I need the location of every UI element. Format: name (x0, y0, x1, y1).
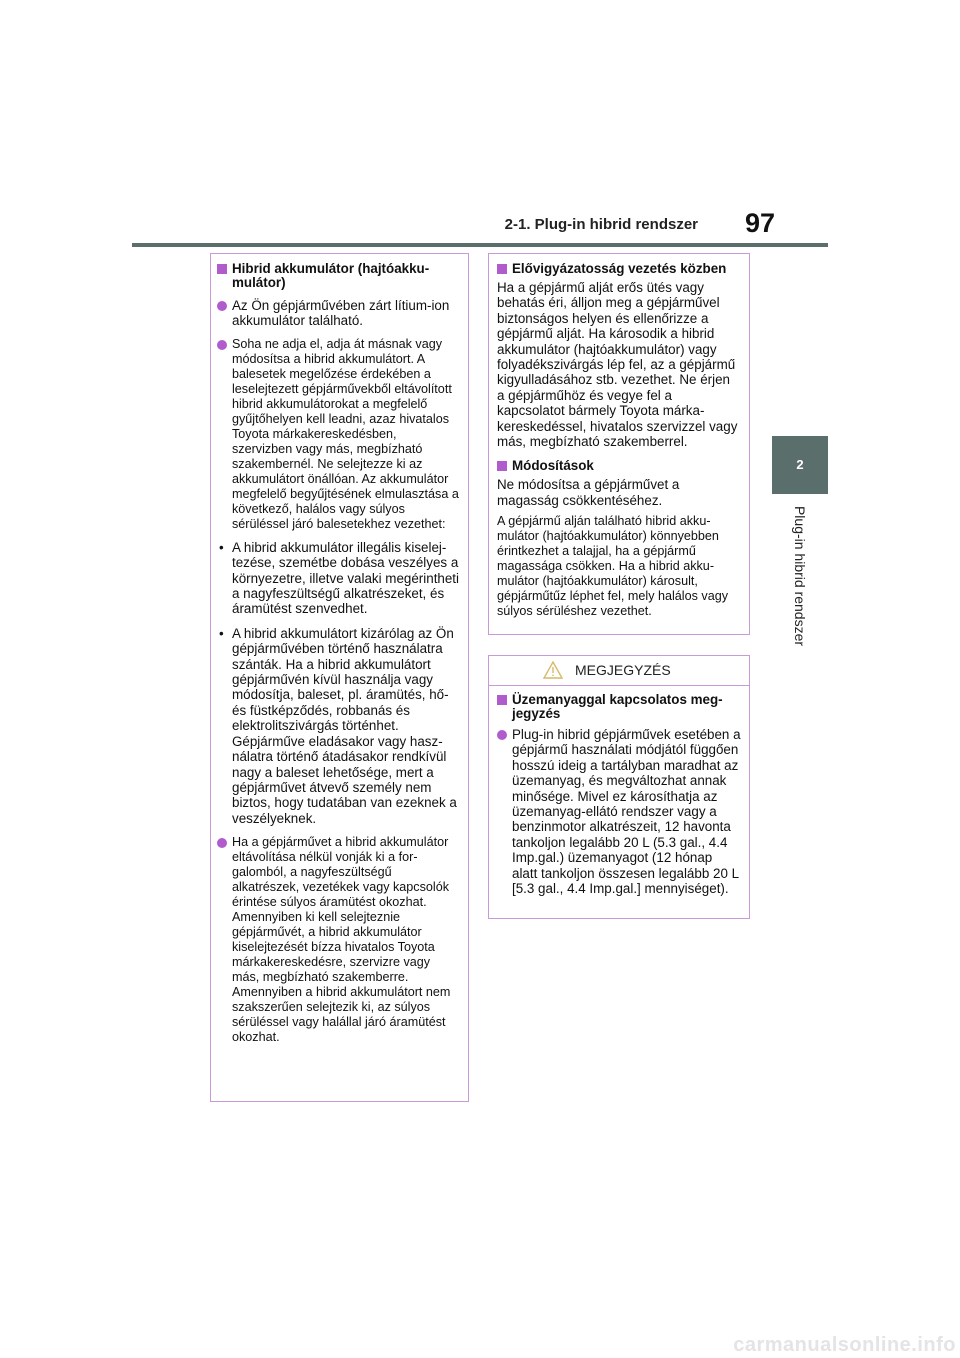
section-heading (497, 262, 741, 276)
heading-text: Hibrid akkumulátor (hajtóakkumulátor) (232, 261, 430, 290)
bullet-dot-icon: • (219, 539, 224, 555)
note-header (489, 656, 749, 686)
square-bullet-icon (497, 264, 507, 274)
round-bullet-icon (217, 838, 227, 848)
item-text: Ha a gépjárművet a hibrid akkumulátor eltávolítása nélkül vonják ki a forgalomból, a nagyfeszültségű alkatrészek, vezetékek vagy kapcsolók érintése súlyos áramütést okozhat. Amennyiben ki kell selejteznie gépjárművét, a hibrid akkumulátor kiselejtezését bízza hivatalos Toyota márkakereskedésre, szervizre vagy más, megbízható szakemberre. Amennyiben a hibrid akkumulátort nem szakszerűen selejtezik ki, az súlyos sérüléssel vagy halállal járó áramütést okozhat. (232, 835, 451, 1045)
list-item (217, 835, 460, 1045)
square-bullet-icon (497, 461, 507, 471)
list-item (217, 337, 460, 532)
sub-bullet (217, 540, 460, 617)
round-bullet-icon (217, 340, 227, 350)
item-text: Az Ön gépjárművében zárt lítium-ion akkumulátor található. (232, 298, 450, 329)
item-text: Soha ne adja el, adja át másnak vagy módosítsa a hibrid akkumulátort. A balesetek megelőzése érdekében a leselejtezett gépjárművekből eltávolított hibrid akkumulátorokat a megfelelő gyűjtőhelyen kell leadni, azaz hivatalos Toyota márkakereskedésben, szervizben vagy más, megbízható szakembernél. Ne selejtezze ki az akkumulátort önállóan. Az akkumulátor megfelelő begyűjtésének elmulasztása a következő, halálos vagy súlyos sérüléssel járó balesetekhez vezethet: (232, 336, 459, 531)
note-label: MEGJEGYZÉS (575, 662, 671, 678)
bullet-dot-icon: • (219, 625, 224, 641)
sub-bullet (217, 626, 460, 826)
paragraph: Ne módosítsa a gépjárművet a magasság csökkentéséhez. (497, 477, 680, 508)
item-text: Plug-in hibrid gépjárművek esetében a gépjármű használati módjától függően hosszú ideig a tartályban maradhat az üzemanyag, és megváltozhat annak minősége. Mivel ez károsíthatja az üzemanyag-ellátó rendszer vagy a benzinmotor alkatrészeit, 12 havonta tankoljon legalább 20 L (5.3 gal., 4.4 Imp.gal.) üzemanyagot (12 hónap alatt tankoljon összesen legalább 20 L [5.3 gal., 4.4 Imp.gal.] mennyiséget). (512, 727, 741, 897)
section-heading (217, 262, 460, 290)
header-rule (132, 243, 828, 247)
note-body (489, 686, 749, 896)
heading-text: Módosítások (512, 458, 594, 474)
section-heading (497, 693, 741, 721)
caution-box-driving (488, 253, 750, 635)
watermark: carmanualsonline.info (733, 1334, 956, 1356)
section-title: 2-1. Plug-in hibrid rendszer (504, 216, 698, 233)
chapter-side-label: Plug-in hibrid rendszer (792, 505, 808, 647)
heading-text: Üzemanyaggal kapcsolatos megjegyzés (512, 692, 723, 721)
square-bullet-icon (217, 264, 227, 274)
page-number: 97 (744, 208, 776, 238)
warning-triangle-icon (543, 660, 563, 680)
list-item (497, 727, 741, 896)
note-box-fuel (488, 655, 750, 919)
square-bullet-icon (497, 695, 507, 705)
chapter-tab: 2 (772, 436, 828, 494)
list-item (217, 298, 460, 329)
bullet-text: A hibrid akkumulátor illegális kiselejtezése, szemétbe dobása veszélyes a környezetre, illetve valaki megérintheti a nagyfeszültségű alkatrészeket, és áramütést szenvedhet. (232, 539, 460, 617)
caution-box-battery (210, 253, 469, 1102)
bullet-text: A hibrid akkumulátort kizárólag az Ön gépjárművében történő használatra szánták. Ha a hibrid akkumulátort gépjárművén kívül használja vagy módosítja, baleset, pl. áramütés, hő- és füstképződés, robbanás és elektrolitszivárgás történhet. Gépjárműve eladásakor vagy használatra történő átadásakor rendkívül nagy a baleset lehetősége, mert a gépjárművet átvevő személy nem biztos, hogy tudatában van ezeknek a veszélyeknek. (232, 625, 457, 826)
paragraph: Ha a gépjármű alját erős ütés vagy behatás éri, álljon meg a gépjárművel biztonságos helyen és ellenőrizze a gépjármű alját. Ha károsodik a hibrid akkumulátor (hajtóakkumulátor) vagy folyadékszivárgás lép fel, az a gépjármű kigyulladásához stb. vezethet. Ne érjen a gépjárműhöz és vegye fel a kapcsolatot bármely Toyota márkakereskedéssel, hivatalos szervizzel vagy más, megbízható szakemberrel. (497, 280, 738, 450)
round-bullet-icon (217, 301, 227, 311)
section-heading (497, 459, 741, 473)
heading-text: Elővigyázatosság vezetés közben (512, 261, 727, 276)
round-bullet-icon (497, 730, 507, 740)
paragraph: A gépjármű alján található hibrid akkumulátor (hajtóakkumulátor) könnyebben érintkezhet a talajjal, ha a gépjármű magassága csökken. Ha a hibrid akkumulátor (hajtóakkumulátor) károsult, gépjárműtűz léphet fel, mely halálos vagy súlyos sérüléshez vezethet. (497, 514, 729, 619)
